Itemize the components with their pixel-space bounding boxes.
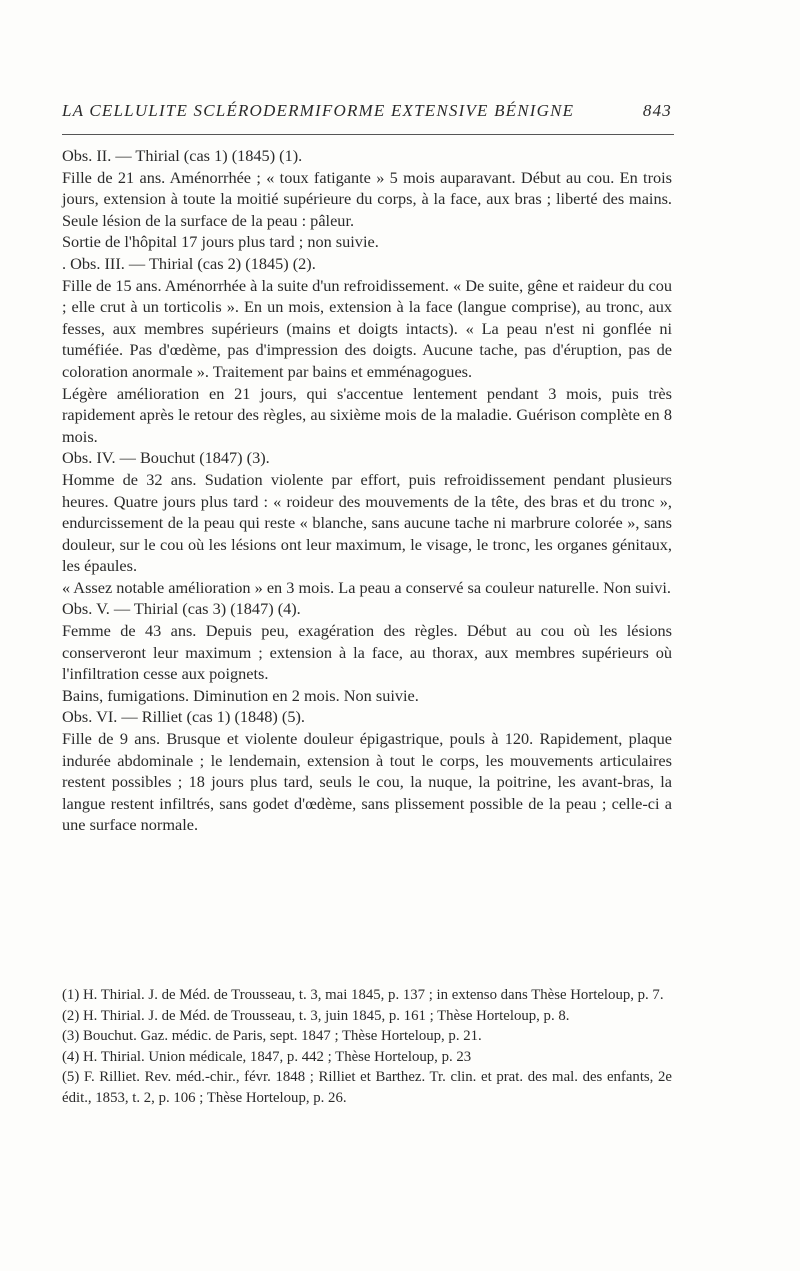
header-title: LA CELLULITE SCLÉRODERMIFORME EXTENSIVE BÉNIGNE bbox=[62, 101, 575, 120]
paragraph: Bains, fumigations. Diminution en 2 mois. Non suivie. bbox=[62, 685, 419, 705]
paragraph: Homme de 32 ans. Sudation violente par effort, puis refroidissement pendant plusieurs heures. Quatre jours plus tard : « roideur des mouvements de la tête, des bras et du tronc », endurcissement de la peau qui reste « blanche, sans aucune tache ni marbrure colorée », sans douleur, sur le cou où les lésions ont leur maximum, le visage, le tronc, les organes génitaux, les épaules. bbox=[62, 469, 672, 576]
paragraph: Légère amélioration en 21 jours, qui s'accentue lentement pendant 3 mois, puis très rapidement après le retour des règles, au sixième mois de la maladie. Guérison complète en 8 mois. bbox=[62, 383, 672, 446]
footnote: (4) H. Thirial. Union médicale, 1847, p. 442 ; Thèse Horteloup, p. 23 bbox=[62, 1048, 472, 1065]
footnote: (2) H. Thirial. J. de Méd. de Trousseau, t. 3, juin 1845, p. 161 ; Thèse Horteloup, p. 8. bbox=[62, 1007, 570, 1024]
paragraph: « Assez notable amélioration » en 3 mois. La peau a conservé sa couleur naturelle. Non suivi. bbox=[62, 577, 672, 597]
paragraph: Sortie de l'hôpital 17 jours plus tard ; non suivie. bbox=[62, 232, 379, 252]
paragraph: Fille de 9 ans. Brusque et violente douleur épigastrique, pouls à 120. Rapidement, plaque indurée abdominale ; le lendemain, extension à tout le corps, les mouvements articulaires restent possibles ; 18 jours plus tard, seuls le cou, la nuque, la poitrine, les avant-bras, la langue restent infiltrés, sans godet d'œdème, sans plissement possible de la peau ; celle-ci a une surface normale. bbox=[62, 729, 672, 835]
footnote: (3) Bouchut. Gaz. médic. de Paris, sept. 1847 ; Thèse Horteloup, p. 21. bbox=[62, 1028, 482, 1045]
obs-heading: Obs. II. — Thirial (cas 1) (1845) (1). bbox=[62, 146, 303, 165]
obs-heading: Obs. VI. — Rilliet (cas 1) (1848) (5). bbox=[62, 707, 305, 727]
obs-heading: Obs. V. — Thirial (cas 3) (1847) (4). bbox=[62, 599, 301, 619]
paragraph: Femme de 43 ans. Depuis peu, exagération des règles. Début au cou où les lésions conserveront leur maximum ; extension à la face, au thorax, aux membres supérieurs où l'infiltration cesse aux poignets. bbox=[62, 621, 672, 684]
obs-heading: . Obs. III. — Thirial (cas 2) (1845) (2). bbox=[62, 253, 316, 273]
obs-heading: Obs. IV. — Bouchut (1847) (3). bbox=[62, 448, 270, 468]
header-rule bbox=[62, 134, 674, 135]
running-header bbox=[62, 101, 672, 121]
footnote: (1) H. Thirial. J. de Méd. de Trousseau, t. 3, mai 1845, p. 137 ; in extenso dans Thèse Horteloup, p. 7. bbox=[62, 987, 664, 1003]
footnotes bbox=[62, 985, 672, 1109]
footnote: (5) F. Rilliet. Rev. méd.-chir., févr. 1848 ; Rilliet et Barthez. Tr. clin. et prat. des mal. des enfants, 2e édit., 1853, t. 2, p. 106 ; Thèse Horteloup, p. 26. bbox=[62, 1069, 672, 1106]
paragraph: Fille de 21 ans. Aménorrhée ; « toux fatigante » 5 mois auparavant. Début au cou. En trois jours, extension à toute la moitié supérieure du corps, à la face, aux bras ; liberté des mains. Seule lésion de la surface de la peau : pâleur. bbox=[62, 167, 672, 230]
page-number: 843 bbox=[642, 101, 672, 120]
paragraph: Fille de 15 ans. Aménorrhée à la suite d'un refroidissement. « De suite, gêne et raideur du cou ; elle crut à un torticolis ». En un mois, extension à la face (langue comprise), au tronc, aux fesses, aux membres supérieurs (mains et doigts intacts). « La peau n'est ni gonflée ni tuméfiée. Pas d'œdème, pas d'impression des doigts. Aucune tache, pas d'éruption, pas de coloration anormale ». Traitement par bains et emménagogues. bbox=[62, 275, 672, 381]
body-text bbox=[62, 145, 672, 836]
